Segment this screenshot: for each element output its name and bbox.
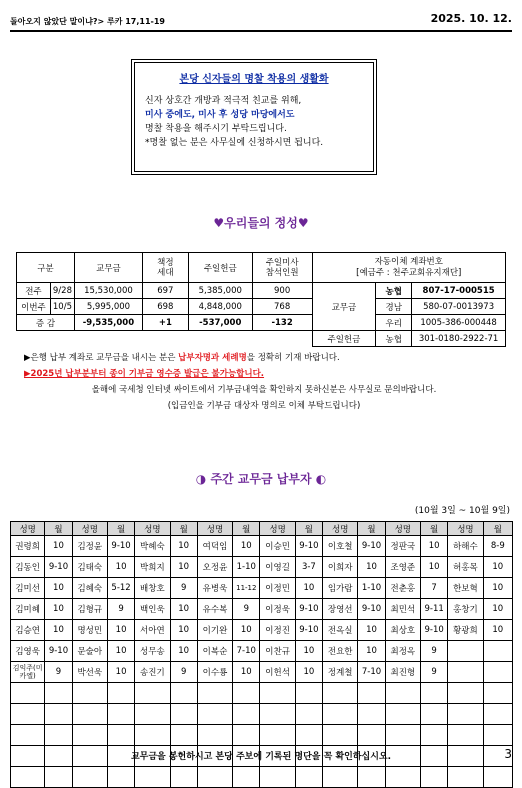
donor-month [420, 683, 447, 704]
donor-name [197, 683, 232, 704]
donor-month [483, 767, 512, 788]
hdr-gyomu: 교무금 [74, 253, 142, 283]
donor-name [448, 704, 483, 725]
row-gyomu: -9,535,000 [74, 315, 142, 331]
donor-name [72, 725, 107, 746]
row-cash: 4,848,000 [188, 299, 252, 315]
donor-month: 9 [170, 662, 197, 683]
name-tag-notice [134, 62, 374, 172]
donor-name [448, 662, 483, 683]
donor-name: 김승연 [11, 620, 45, 641]
header-name: 성명 [72, 522, 107, 536]
donor-month [107, 704, 134, 725]
donor-month: 10 [107, 557, 134, 578]
header-month: 월 [233, 522, 260, 536]
donor-row [11, 599, 513, 620]
donor-name: 문술아 [72, 641, 107, 662]
donor-row [11, 725, 513, 746]
donor-month [358, 725, 385, 746]
donor-name: 송진기 [135, 662, 170, 683]
donor-name [197, 725, 232, 746]
donor-name: 배창호 [135, 578, 170, 599]
header-month: 월 [420, 522, 447, 536]
auto-transfer-title: 자동이체 계좌번호 [374, 256, 443, 267]
donor-month: 10 [45, 536, 72, 557]
donor-name: 김영욱 [11, 641, 45, 662]
donor-row [11, 620, 513, 641]
donor-month: 10 [45, 620, 72, 641]
donor-month [233, 683, 260, 704]
donor-name [11, 767, 45, 788]
donor-month [295, 725, 322, 746]
row-date: 10/5 [50, 299, 74, 315]
donor-month: 9 [107, 599, 134, 620]
donor-month: 9-10 [295, 620, 322, 641]
header-name: 성명 [260, 522, 295, 536]
donor-name: 장영선 [323, 599, 358, 620]
donor-name [197, 767, 232, 788]
donor-name: 이영길 [260, 557, 295, 578]
donor-name: 서아연 [135, 620, 170, 641]
donor-name [72, 683, 107, 704]
page-header [10, 12, 512, 28]
donor-name: 이수룡 [197, 662, 232, 683]
account-bank: 농협 [376, 283, 412, 299]
row-date: 9/28 [50, 283, 74, 299]
donor-month: 10 [170, 599, 197, 620]
row-cash: 5,385,000 [188, 283, 252, 299]
donor-month: 1-10 [358, 578, 385, 599]
donor-name [385, 683, 420, 704]
donor-month [170, 683, 197, 704]
donor-month [358, 683, 385, 704]
donor-month: 10 [170, 620, 197, 641]
row-gyomu: 15,530,000 [74, 283, 142, 299]
donor-month [295, 683, 322, 704]
donor-month: 9-11 [420, 599, 447, 620]
row-sejeong: 698 [142, 299, 188, 315]
hdr-attend: 주일미사 참석인원 [252, 253, 312, 283]
note-bank-transfer: ▶은행 납부 계좌로 교무금을 내시는 분은 납부자명과 세례명을 정확히 기재 바랍니다. [24, 353, 340, 363]
donor-name: 전옥실 [323, 620, 358, 641]
donor-name: 전춘홍 [385, 578, 420, 599]
donor-header-row [11, 522, 513, 536]
donor-name: 이호철 [323, 536, 358, 557]
donor-month: 10 [107, 641, 134, 662]
hdr-sejeong: 책정 세대 [142, 253, 188, 283]
donor-month: 10 [483, 557, 512, 578]
header-name: 성명 [135, 522, 170, 536]
donor-month [483, 725, 512, 746]
donor-name: 임가람 [323, 578, 358, 599]
donor-name: 이기완 [197, 620, 232, 641]
donor-name: 유병욱 [197, 578, 232, 599]
row-attend: 768 [252, 299, 312, 315]
donor-name: 유수복 [197, 599, 232, 620]
offering-table [16, 252, 506, 347]
account-number: 807-17-000515 [412, 283, 506, 299]
donor-name: 황광희 [448, 620, 483, 641]
donor-month: 5-12 [107, 578, 134, 599]
donor-row [11, 767, 513, 788]
donor-month: 1-10 [233, 557, 260, 578]
donor-month: 9 [233, 599, 260, 620]
donor-name: 이찬규 [260, 641, 295, 662]
header-month: 월 [45, 522, 72, 536]
donor-month [45, 683, 72, 704]
donor-month: 9-10 [420, 620, 447, 641]
donor-name [448, 641, 483, 662]
notice-line2: 미사 중에도, 미사 후 성당 마당에서도 [145, 110, 295, 120]
donor-name: 이정진 [260, 620, 295, 641]
donor-name: 김미선 [11, 578, 45, 599]
account-bank: 우리 [376, 315, 412, 331]
donor-name: 오정윤 [197, 557, 232, 578]
donor-month [483, 641, 512, 662]
donor-name: 김정윤 [72, 536, 107, 557]
donor-name: 김태숙 [72, 557, 107, 578]
donor-name: 박희지 [135, 557, 170, 578]
donor-name: 김익주(미카엘) [11, 662, 45, 683]
offering-notes [24, 350, 504, 414]
header-month: 월 [295, 522, 322, 536]
donor-name [260, 683, 295, 704]
donor-month: 9 [420, 641, 447, 662]
row-attend: -132 [252, 315, 312, 331]
donor-month [107, 767, 134, 788]
hdr-gubun: 구분 [17, 253, 75, 283]
donor-name: 정판국 [385, 536, 420, 557]
donor-name [11, 683, 45, 704]
account-number: 1005-386-000448 [412, 315, 506, 331]
donor-name [260, 767, 295, 788]
donor-month: 10 [170, 641, 197, 662]
donor-month [233, 767, 260, 788]
donor-month: 10 [420, 536, 447, 557]
donor-month: 10 [107, 662, 134, 683]
donor-month [170, 704, 197, 725]
donor-name [135, 704, 170, 725]
donor-name: 김형규 [72, 599, 107, 620]
notice-line3: 명찰 착용을 해주시기 부탁드립니다. [145, 124, 287, 134]
donor-name: 이정욱 [260, 599, 295, 620]
donor-month: 10 [358, 620, 385, 641]
donor-month: 10 [233, 662, 260, 683]
header-name: 성명 [197, 522, 232, 536]
donor-month [295, 767, 322, 788]
donor-month [45, 725, 72, 746]
donor-name: 이복순 [197, 641, 232, 662]
donor-name [11, 704, 45, 725]
donor-name: 조영준 [385, 557, 420, 578]
donor-month: 10 [170, 557, 197, 578]
donor-name [197, 704, 232, 725]
donor-month: 9-10 [358, 599, 385, 620]
donor-row [11, 641, 513, 662]
row-attend: 900 [252, 283, 312, 299]
account-holder: [예금주 : 천주교회유지재단] [356, 267, 462, 278]
notice-line4: *명찰 없는 분은 사무실에 신청하시면 됩니다. [145, 138, 324, 148]
donor-name: 이헌석 [260, 662, 295, 683]
donor-month: 3-7 [295, 557, 322, 578]
donor-month: 9-10 [45, 557, 72, 578]
donor-month: 10 [233, 536, 260, 557]
donor-month [358, 767, 385, 788]
donor-month: 9 [45, 662, 72, 683]
donor-name [323, 683, 358, 704]
header-name: 성명 [448, 522, 483, 536]
donor-name: 최상호 [385, 620, 420, 641]
note-receipt: ▶2025년 납부분부터 종이 기부금 영수증 발급은 불가능합니다. [24, 369, 265, 379]
account-bank: 농협 [376, 331, 412, 347]
donor-name: 최진형 [385, 662, 420, 683]
donor-month: 7 [420, 578, 447, 599]
donor-month [420, 767, 447, 788]
header-name: 성명 [385, 522, 420, 536]
donor-month: 10 [483, 599, 512, 620]
donor-month: 10 [358, 557, 385, 578]
donor-month [420, 704, 447, 725]
donor-name [72, 767, 107, 788]
donor-month [170, 725, 197, 746]
account-label-gyomu: 교무금 [312, 299, 376, 315]
donor-month [483, 704, 512, 725]
row-label: 증 감 [17, 315, 75, 331]
donor-month: 10 [358, 641, 385, 662]
donor-row [11, 557, 513, 578]
donor-month: 8-9 [483, 536, 512, 557]
donor-row [11, 683, 513, 704]
donor-name: 허홍목 [448, 557, 483, 578]
donor-name [448, 767, 483, 788]
donor-month [358, 704, 385, 725]
donor-month: 10 [45, 578, 72, 599]
donor-month: 7-10 [233, 641, 260, 662]
donor-month: 10 [295, 662, 322, 683]
offering-section-title: ♥우리들의 정성♥ [213, 216, 309, 230]
donor-name [323, 725, 358, 746]
donor-month: 10 [107, 620, 134, 641]
donor-month: 9-10 [295, 599, 322, 620]
donor-name [260, 725, 295, 746]
donor-name: 한보혁 [448, 578, 483, 599]
donor-month: 10 [295, 641, 322, 662]
footer-message: 교무금을 봉헌하시고 본당 주보에 기록된 명단을 꼭 확인하십시오. [130, 752, 392, 762]
donor-month: 10 [45, 599, 72, 620]
donor-month [295, 704, 322, 725]
donor-month: 9 [170, 578, 197, 599]
row-sejeong: 697 [142, 283, 188, 299]
donor-name: 성무송 [135, 641, 170, 662]
donor-name [72, 704, 107, 725]
notice-title: 본당 신자들의 명찰 착용의 생활화 [179, 74, 329, 85]
donor-name: 명성민 [72, 620, 107, 641]
donor-month [483, 662, 512, 683]
header-month: 월 [358, 522, 385, 536]
row-sejeong: +1 [142, 315, 188, 331]
donor-period: (10월 3일 ~ 10월 9일) [414, 506, 510, 516]
note-depositor: (입금인을 기부금 대상자 명의로 이체 부탁드립니다) [167, 401, 361, 411]
donor-section-title: ◑ 주간 교무금 납부자 ◐ [195, 472, 327, 486]
donor-name: 정계철 [323, 662, 358, 683]
donor-month [45, 767, 72, 788]
header-name: 성명 [323, 522, 358, 536]
donor-month: 10 [483, 578, 512, 599]
row-label: 전주 [17, 283, 51, 299]
row-label: 이번주 [17, 299, 51, 315]
donor-name: 여덕임 [197, 536, 232, 557]
donor-name [385, 767, 420, 788]
donor-name: 박혜숙 [135, 536, 170, 557]
donor-name [448, 683, 483, 704]
donor-name: 이정민 [260, 578, 295, 599]
donor-month: 10 [420, 557, 447, 578]
header-name: 성명 [11, 522, 45, 536]
donor-month: 10 [233, 620, 260, 641]
donor-name [135, 725, 170, 746]
donor-month: 9-10 [45, 641, 72, 662]
account-label-cash: 주일헌금 [312, 331, 376, 347]
donor-name [385, 725, 420, 746]
donor-table [10, 521, 513, 788]
donor-month: 11-12 [233, 578, 260, 599]
donor-month [233, 725, 260, 746]
donor-name: 김미혜 [11, 599, 45, 620]
donor-month: 10 [170, 536, 197, 557]
donor-month: 9-10 [107, 536, 134, 557]
donor-name [135, 683, 170, 704]
header-month: 월 [483, 522, 512, 536]
donor-name [135, 767, 170, 788]
donor-name: 이희자 [323, 557, 358, 578]
donor-name: 권령희 [11, 536, 45, 557]
donor-name: 홍창기 [448, 599, 483, 620]
header-divider [10, 30, 512, 32]
hdr-cash: 주일헌금 [188, 253, 252, 283]
header-month: 월 [170, 522, 197, 536]
notice-line1: 신자 상호간 개방과 적극적 친교를 위해, [145, 96, 302, 106]
donor-name: 백인욱 [135, 599, 170, 620]
donor-name: 이승민 [260, 536, 295, 557]
gospel-reference: 돌아오지 않았단 말이냐?> 루카 17,11-19 [10, 17, 165, 26]
donor-name: 김혜숙 [72, 578, 107, 599]
donor-name [260, 704, 295, 725]
donor-name [385, 704, 420, 725]
donor-row [11, 578, 513, 599]
donor-row [11, 704, 513, 725]
account-number: 301-0180-2922-71 [412, 331, 506, 347]
donor-month: 9-10 [358, 536, 385, 557]
donor-name: 최정옥 [385, 641, 420, 662]
donor-month [483, 683, 512, 704]
donor-month: 9 [420, 662, 447, 683]
donor-name: 전요한 [323, 641, 358, 662]
donor-month: 9-10 [295, 536, 322, 557]
page-number: 3 [504, 747, 512, 761]
donor-month [107, 725, 134, 746]
donor-month [420, 725, 447, 746]
donor-name [323, 704, 358, 725]
account-number: 580-07-0013973 [412, 299, 506, 315]
donor-row [11, 662, 513, 683]
donor-month: 10 [295, 578, 322, 599]
donor-month [170, 767, 197, 788]
row-cash: -537,000 [188, 315, 252, 331]
account-bank: 경남 [376, 299, 412, 315]
donor-month [107, 683, 134, 704]
donor-name: 최민석 [385, 599, 420, 620]
note-nts: 올해에 국세청 인터넷 싸이트에서 기부금내역을 확인하지 못하신분은 사무실로 문의바랍니다. [91, 385, 437, 395]
donor-name [448, 725, 483, 746]
donor-name: 김동인 [11, 557, 45, 578]
donor-month [45, 704, 72, 725]
donor-name: 박선욱 [72, 662, 107, 683]
donor-name [11, 725, 45, 746]
donor-name: 하해수 [448, 536, 483, 557]
bulletin-date: 2025. 10. 12. [430, 12, 512, 25]
donor-row [11, 536, 513, 557]
hdr-auto-transfer [312, 253, 505, 283]
donor-month [233, 704, 260, 725]
row-gyomu: 5,995,000 [74, 299, 142, 315]
donor-month: 7-10 [358, 662, 385, 683]
donor-name [323, 767, 358, 788]
donor-month: 10 [483, 620, 512, 641]
header-month: 월 [107, 522, 134, 536]
